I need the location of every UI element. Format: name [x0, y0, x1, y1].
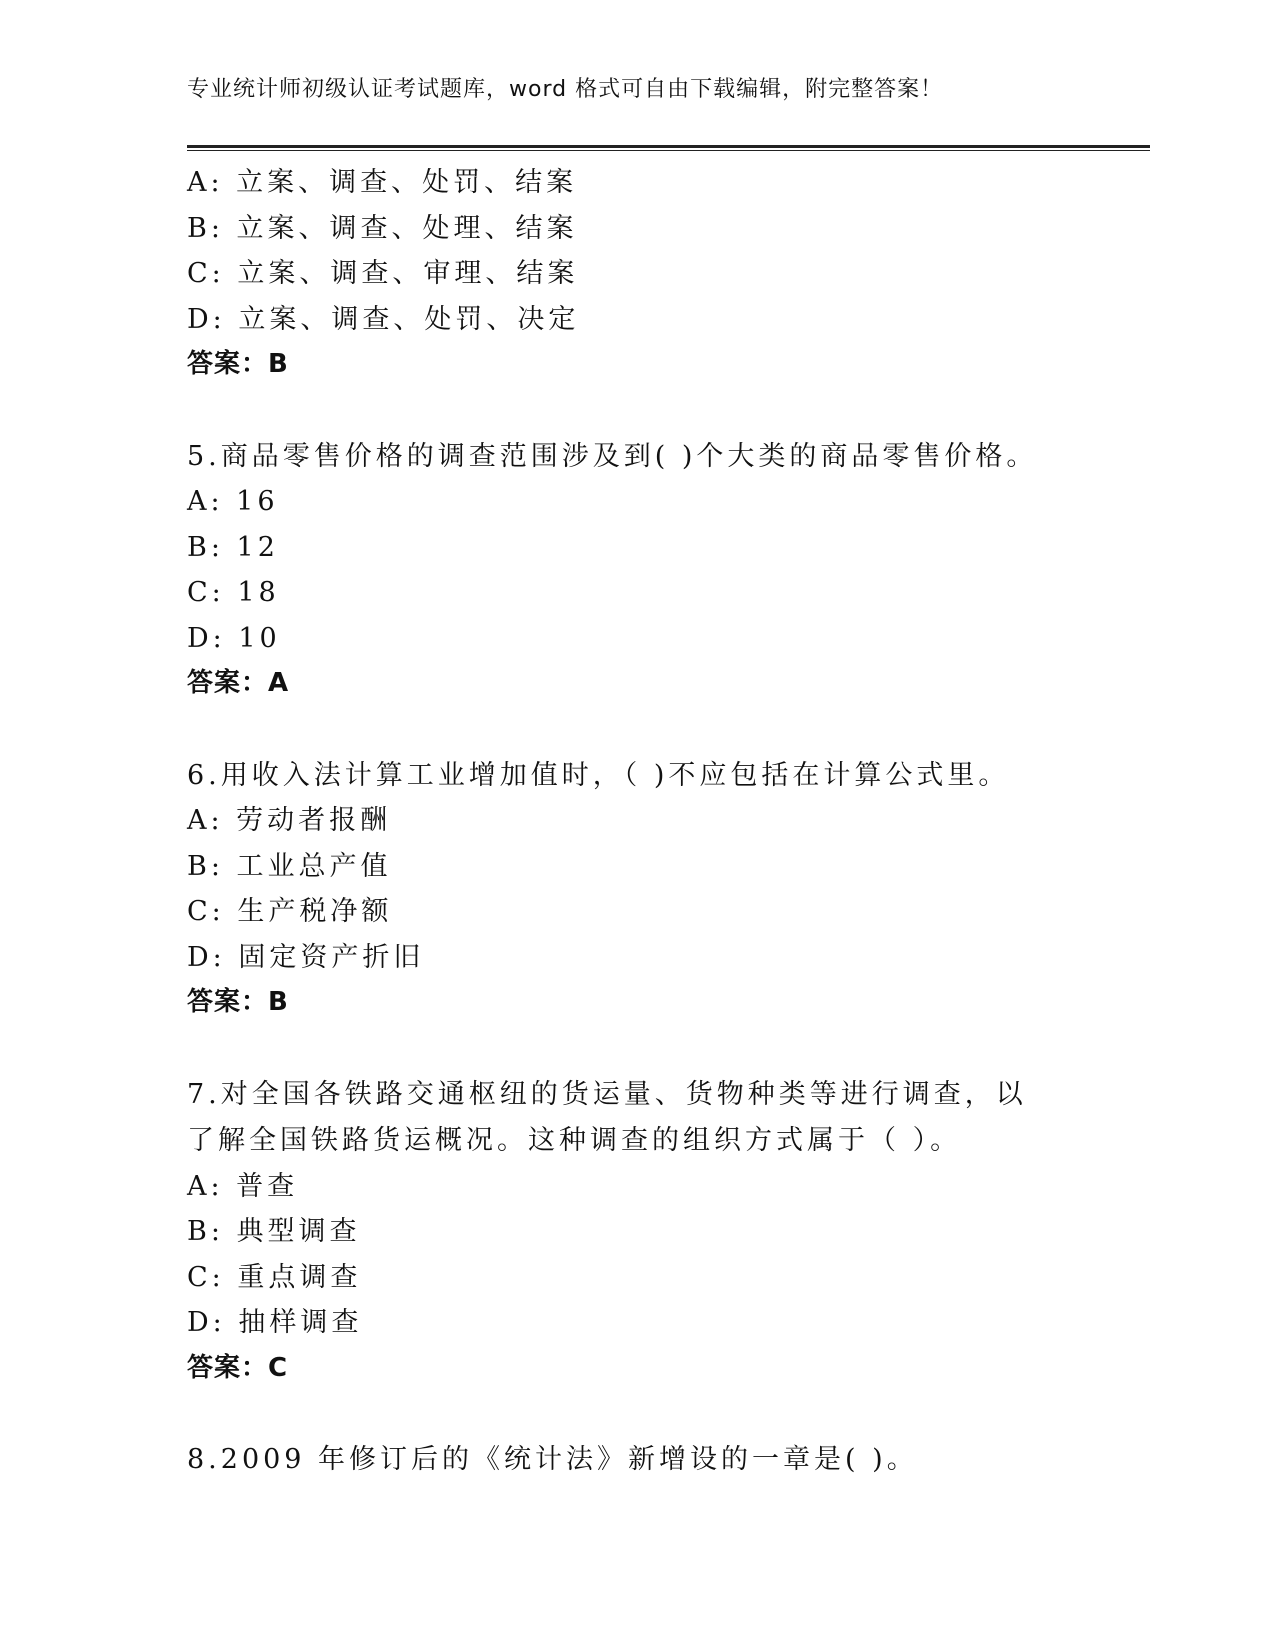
question-block-4 — [187, 160, 1147, 388]
answer: 答案：B — [187, 987, 289, 1017]
question-block-8 — [187, 1437, 1147, 1483]
spacer — [187, 388, 1147, 434]
option-b: B: 立案、调查、处理、结案 — [187, 212, 578, 244]
option-a: A: 16 — [187, 486, 279, 517]
option-b: B: 12 — [187, 531, 279, 563]
page-header: 专业统计师初级认证考试题库，word 格式可自由下载编辑，附完整答案！ — [187, 77, 944, 102]
question-text: 7.对全国各铁路交通枢纽的货运量、货物种类等进行调查，以了解全国铁路货运概况。这种调查的组织方式属于（ ）。 — [187, 1078, 1027, 1156]
option-a: A: 立案、调查、处罚、结案 — [187, 167, 578, 198]
answer: 答案：B — [187, 349, 289, 379]
header-rule-thick — [187, 145, 1150, 148]
question-block-5 — [187, 434, 1147, 707]
header-rule-thin — [187, 150, 1150, 151]
option-a: A: 劳动者报酬 — [187, 805, 392, 836]
option-c: C: 18 — [187, 577, 280, 608]
option-c: C: 生产税净额 — [187, 896, 393, 927]
question-text: 6.用收入法计算工业增加值时，（ )不应包括在计算公式里。 — [187, 759, 1010, 791]
option-c: C: 重点调查 — [187, 1261, 362, 1293]
option-d: D: 抽样调查 — [187, 1307, 363, 1338]
option-d: D: 立案、调查、处罚、决定 — [187, 303, 580, 335]
answer: 答案：A — [187, 668, 290, 698]
question-block-6 — [187, 753, 1147, 1026]
question-list — [187, 160, 1147, 1483]
spacer — [187, 1391, 1147, 1437]
option-b: B: 典型调查 — [187, 1216, 361, 1247]
option-b: B: 工业总产值 — [187, 850, 392, 882]
spacer — [187, 1026, 1147, 1072]
question-block-7 — [187, 1072, 1147, 1392]
option-c: C: 立案、调查、审理、结案 — [187, 258, 579, 289]
question-text: 8.2009 年修订后的《统计法》新增设的一章是( )。 — [187, 1444, 918, 1475]
question-text: 5.商品零售价格的调查范围涉及到( )个大类的商品零售价格。 — [187, 440, 1038, 472]
option-a: A: 普查 — [187, 1170, 299, 1202]
option-d: D: 10 — [187, 622, 281, 654]
answer: 答案：C — [187, 1352, 289, 1383]
spacer — [187, 707, 1147, 753]
option-d: D: 固定资产折旧 — [187, 941, 425, 973]
